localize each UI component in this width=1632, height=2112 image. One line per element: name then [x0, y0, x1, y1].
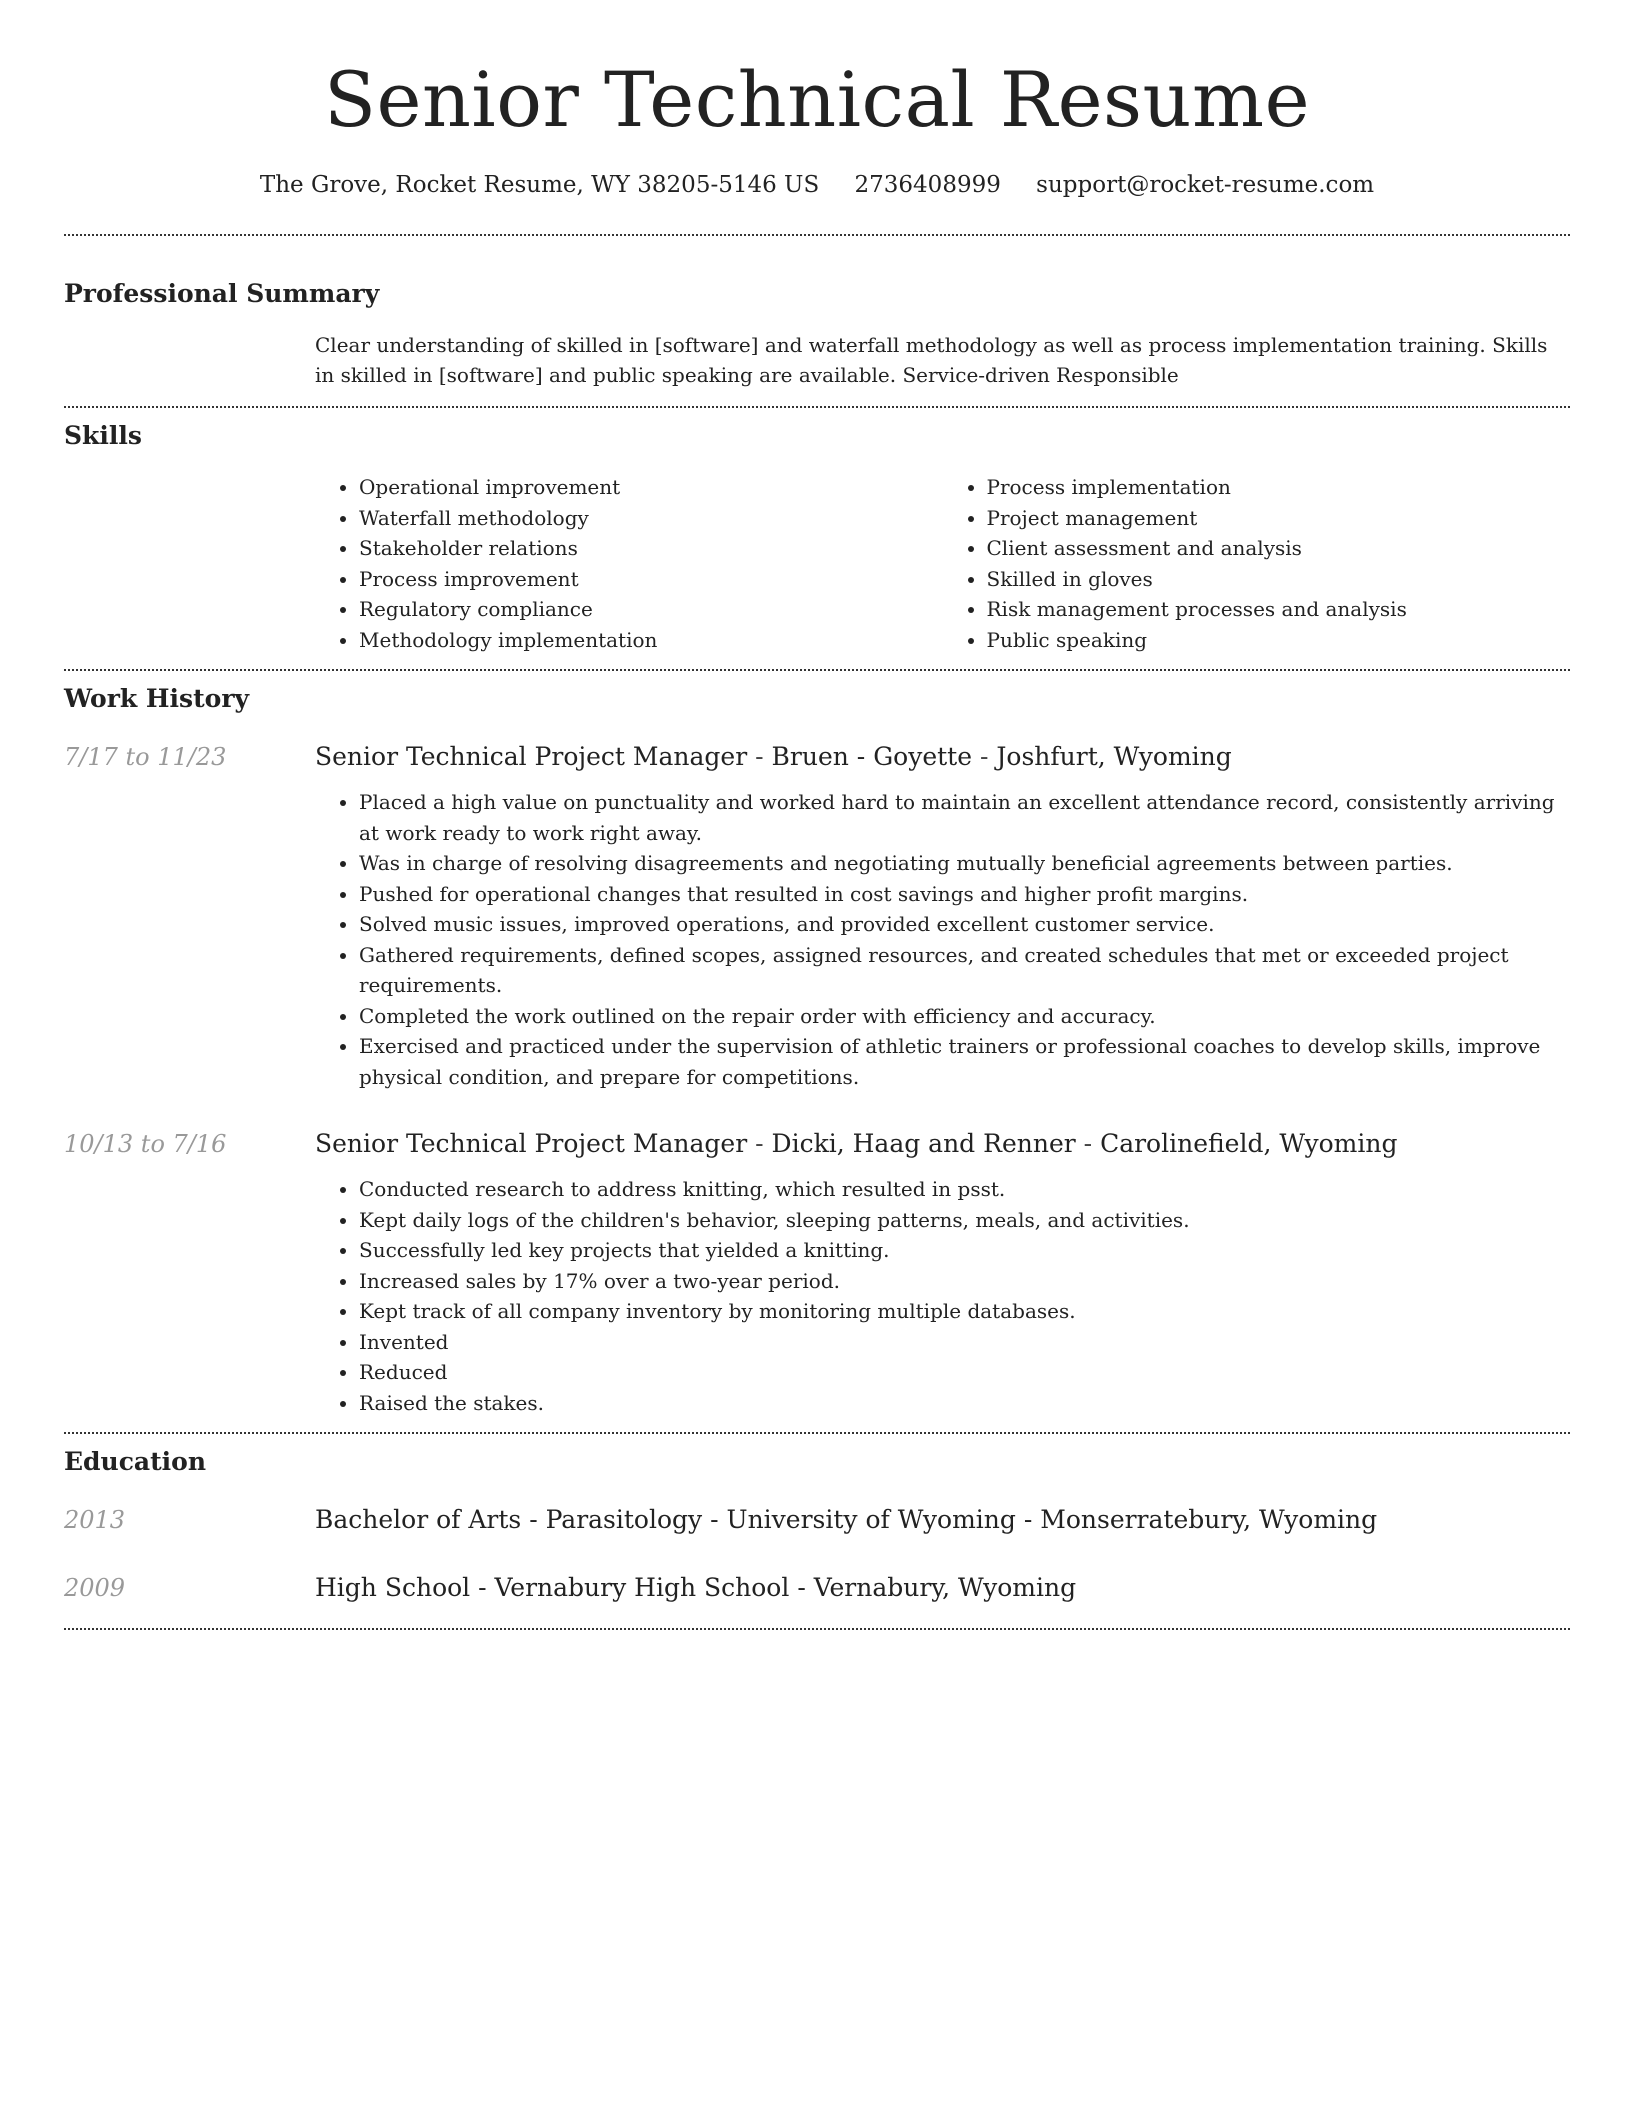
job-bullets — [315, 787, 1570, 1092]
work-section — [64, 671, 1570, 1418]
contact-line — [64, 170, 1570, 200]
education-location: Monserratebury, Wyoming — [1040, 1505, 1378, 1534]
section-title-skills: Skills — [64, 421, 142, 450]
job-entry — [64, 741, 1570, 1092]
section-title-work: Work History — [64, 684, 250, 713]
contact-email: support@rocket-resume.com — [1036, 172, 1375, 198]
job-heading: Senior Technical Project Manager - Bruen - Goyette - Joshfurt, Wyoming — [315, 742, 1232, 771]
skills-list-right — [943, 472, 1571, 655]
job-bullet: • Conducted research to address knitting, which resulted in psst. — [359, 1174, 1570, 1205]
job-company: Bruen - Goyette — [771, 742, 973, 771]
job-bullet: • Raised the stakes. — [359, 1388, 1570, 1419]
summary-section — [64, 236, 1570, 390]
resume-title: Senior Technical Resume — [323, 55, 1311, 144]
education-school: University of Wyoming — [726, 1505, 1016, 1534]
job-dates: 10/13 to 7/16 — [64, 1130, 227, 1158]
job-bullet: • Was in charge of resolving disagreements and negotiating mutually beneficial agreements between parties. — [359, 848, 1570, 879]
job-bullet: • Gathered requirements, defined scopes, assigned resources, and created schedules that met or exceeded project requirements. — [359, 940, 1570, 1001]
job-role: Senior Technical Project Manager — [315, 742, 748, 771]
divider — [64, 1628, 1570, 1630]
job-bullet: • Invented — [359, 1327, 1570, 1358]
job-company: Dicki, Haag and Renner — [771, 1129, 1076, 1158]
skill-item: • Stakeholder relations — [359, 533, 943, 564]
section-title-education: Education — [64, 1447, 207, 1476]
section-title-summary: Professional Summary — [64, 279, 380, 308]
skill-item: • Process improvement — [359, 564, 943, 595]
education-section — [64, 1434, 1570, 1604]
job-location: Carolinefield, Wyoming — [1100, 1129, 1398, 1158]
skill-item: • Risk management processes and analysis — [987, 594, 1571, 625]
skills-list-left — [315, 472, 943, 655]
education-year: 2013 — [64, 1506, 126, 1534]
skill-item: • Process implementation — [987, 472, 1571, 503]
job-bullet: • Completed the work outlined on the repair order with efficiency and accuracy. — [359, 1001, 1570, 1032]
education-location: Vernabury, Wyoming — [813, 1573, 1077, 1602]
education-entry — [64, 1572, 1570, 1604]
skill-item: • Waterfall methodology — [359, 503, 943, 534]
contact-address: The Grove, Rocket Resume, WY 38205-5146 US — [259, 172, 820, 198]
education-entry — [64, 1504, 1570, 1536]
job-heading: Senior Technical Project Manager - Dicki, Haag and Renner - Carolinefield, Wyoming — [315, 1129, 1398, 1158]
education-degree: High School — [315, 1573, 471, 1602]
job-bullet: • Pushed for operational changes that resulted in cost savings and higher profit margins. — [359, 879, 1570, 910]
job-location: Joshfurt, Wyoming — [996, 742, 1232, 771]
skill-item: • Client assessment and analysis — [987, 533, 1571, 564]
job-role: Senior Technical Project Manager — [315, 1129, 748, 1158]
job-bullet: • Increased sales by 17% over a two-year period. — [359, 1266, 1570, 1297]
job-bullets — [315, 1174, 1570, 1418]
job-bullet: • Reduced — [359, 1357, 1570, 1388]
resume-page — [64, 0, 1570, 1630]
education-details: High School - Vernabury High School - Vernabury, Wyoming — [315, 1573, 1077, 1602]
job-bullet: • Kept daily logs of the children's behavior, sleeping patterns, meals, and activities. — [359, 1205, 1570, 1236]
job-bullet: • Placed a high value on punctuality and worked hard to maintain an excellent attendance record, consistently arriving at work ready to work right away. — [359, 787, 1570, 848]
education-details: Bachelor of Arts - Parasitology - University of Wyoming - Monserratebury, Wyoming — [315, 1505, 1378, 1534]
job-entry — [64, 1128, 1570, 1418]
job-bullet: • Kept track of all company inventory by monitoring multiple databases. — [359, 1296, 1570, 1327]
skill-item: • Skilled in gloves — [987, 564, 1571, 595]
education-school: Vernabury High School — [494, 1573, 790, 1602]
skill-item: • Regulatory compliance — [359, 594, 943, 625]
job-bullet: • Solved music issues, improved operations, and provided excellent customer service. — [359, 909, 1570, 940]
job-dates: 7/17 to 11/23 — [64, 743, 227, 771]
education-year: 2009 — [64, 1574, 126, 1602]
skills-columns — [315, 472, 1570, 655]
job-bullet: • Successfully led key projects that yielded a knitting. — [359, 1235, 1570, 1266]
summary-text: Clear understanding of skilled in [software] and waterfall methodology as well as process implementation training. Skills in skilled in [software] and public speaking are available. Service-driven Responsible — [315, 333, 1548, 387]
job-bullet: • Exercised and practiced under the supervision of athletic trainers or professional coaches to develop skills, improve physical condition, and prepare for competitions. — [359, 1031, 1570, 1092]
contact-phone: 2736408999 — [854, 172, 1001, 198]
education-degree: Bachelor of Arts - Parasitology — [315, 1505, 703, 1534]
skills-section — [64, 408, 1570, 655]
skill-item: • Methodology implementation — [359, 625, 943, 656]
skill-item: • Public speaking — [987, 625, 1571, 656]
skill-item: • Operational improvement — [359, 472, 943, 503]
skill-item: • Project management — [987, 503, 1571, 534]
